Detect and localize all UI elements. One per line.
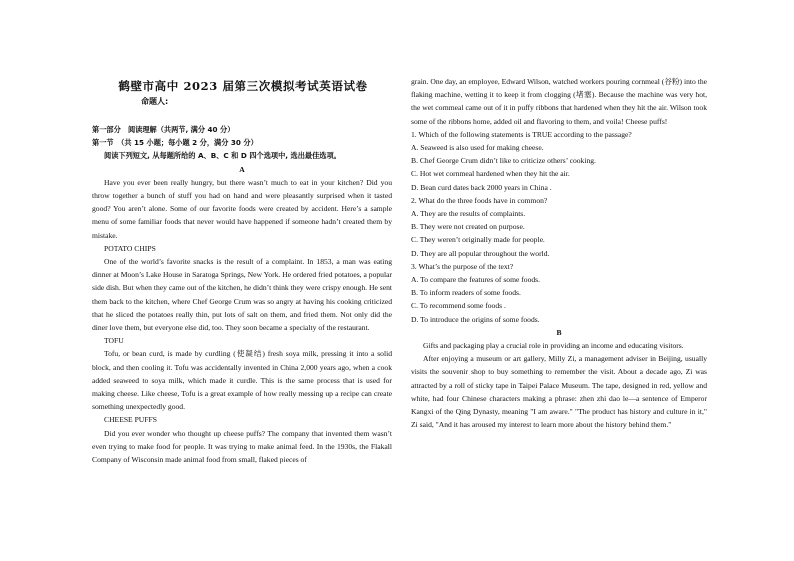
option: C. To recommend some foods . [411, 301, 506, 311]
instruction: 阅读下列短文, 从每题所给的 A、B、C 和 D 四个选项中, 选出最佳选项。 [104, 151, 341, 161]
option: D. They are all popular throughout the world. [411, 248, 550, 258]
right-column [411, 75, 707, 431]
setter-label: 命题人: [141, 97, 169, 106]
option: D. Bean curd dates back 2000 years in China . [411, 182, 552, 192]
option: B. Chef George Crum didn’t like to criticize others’ cooking. [411, 156, 596, 166]
option: A. To compare the features of some foods. [411, 275, 541, 285]
heading-potato-chips: POTATO CHIPS [104, 243, 156, 253]
section-heading: 第一节 （共 15 小题；每小题 2 分，满分 30 分） [92, 138, 258, 148]
option: B. They were not created on purpose. [411, 222, 525, 232]
page-title: 鹤壁市高中 2023 届第三次模拟考试英语试卷 [118, 79, 368, 93]
passage-a-letter: A [239, 164, 245, 174]
paragraph-cheese-puffs-cont: grain. One day, an employee, Edward Wilson, watched workers pouring cornmeal (谷粉) into the flaking machine, wetting it to keep it from clogging (堵塞). Because the machine was very hot, the wet cornmeal came out of it in puffy ribbons that hardened when they hit the air. Wilson took some of the ribbons home, added oil and flavoring to them, and voila! Cheese puffs! [411, 77, 707, 126]
paragraph-tofu: Tofu, or bean curd, is made by curdling (使凝结) fresh soya milk, pressing it into a solid block, and then cooling it. Tofu was accidentally invented in China 2,000 years ago, when a cook added seaweed to soya milk, which made it curdle. This is the same process that is used for making cheese. Like cheese, Tofu is a great example of how really messing up a recipe can create something unexpectedly good. [92, 349, 392, 412]
left-column [92, 123, 392, 466]
paragraph-cheese-puffs: Did you ever wonder who thought up cheese puffs? The company that invented them wasn’t even trying to make food for people. It was trying to make animal feed. In the 1930s, the Flakall Company of Wisconsin made animal food from small, flaked pieces of [92, 428, 392, 465]
option: A. They are the results of complaints. [411, 209, 526, 219]
question-1 [411, 128, 707, 194]
option: C. Hot wet cornmeal hardened when they hit the air. [411, 169, 570, 179]
option: C. They weren’t originally made for people. [411, 235, 545, 245]
passage-a-intro: Have you ever been really hungry, but there wasn’t much to eat in your kitchen? Did you throw together a bunch of stuff you had on hand and were pleasantly surprised when it tasted good? You aren’t alone. Some of our favorite foods were created by accident. Here’s a sample menu of some familiar foods that never would have happened if someone hadn’t created them by mistake. [92, 177, 392, 240]
heading-tofu: TOFU [104, 336, 124, 346]
question-stem: 2. What do the three foods have in common? [411, 195, 548, 205]
passage-b-paragraph-1: Gifts and packaging play a crucial role in providing an income and educating visitors. [423, 341, 684, 351]
option: B. To inform readers of some foods. [411, 288, 521, 298]
heading-cheese-puffs: CHEESE PUFFS [104, 415, 157, 425]
option: D. To introduce the origins of some foods. [411, 314, 540, 324]
question-2 [411, 194, 707, 260]
paragraph-potato-chips: One of the world’s favorite snacks is the result of a complaint. In 1853, a man was eating dinner at Moon’s Lake House in Saratoga Springs, New York. He ordered fried potatoes, a popular side dish. But when they came out of the kitchen, he didn’t think they were crispy enough. He sent them back to the kitchen, where Chef George Crum was so angry at having his cooking criticized that he sliced the potatoes really thin, put lots of salt on them, and fried them. Not only did the diner love them, but everyone else did, too. They soon became a specialty of the restaurant. [92, 257, 392, 333]
passage-b-letter: B [556, 327, 562, 337]
question-stem: 3. What’s the purpose of the text? [411, 261, 514, 271]
question-3 [411, 260, 707, 326]
passage-b-paragraph-2: After enjoying a museum or art gallery, Milly Zi, a management adviser in Beijing, usually visits the souvenir shop to buy something to remember the visit. About a decade ago, Zi was attracted by a roll of sticky tape in Taipei Palace Museum. The tape, designed in red, yellow and white, had four Chinese characters making a phrase: zhen zhi dao le—a sentence of Emperor Kangxi of the Qing Dynasty, meaning "I am aware." "The product has history and culture in it," Zi said, "And it has aroused my interest to learn more about the history behind them." [411, 354, 707, 430]
option: A. Seaweed is also used for making cheese. [411, 143, 544, 153]
part-heading: 第一部分 阅读理解（共两节, 满分 40 分） [92, 125, 235, 134]
question-stem: 1. Which of the following statements is TRUE according to the passage? [411, 129, 632, 139]
